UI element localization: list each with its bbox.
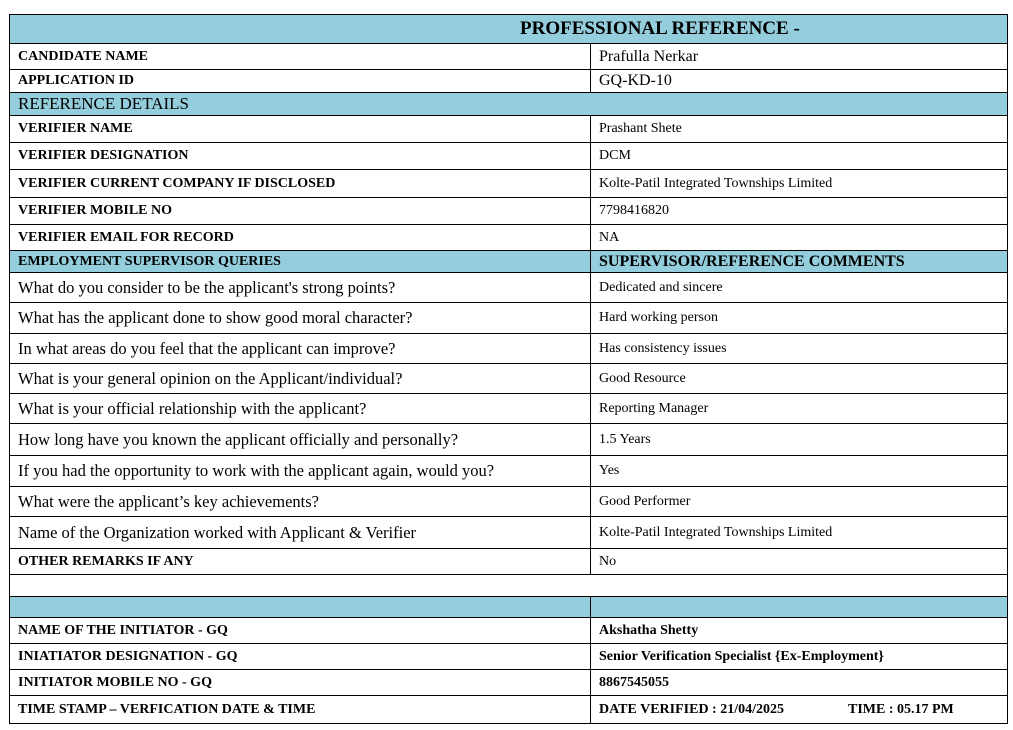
empty-cell	[10, 575, 1008, 597]
initiator-header-left	[10, 597, 591, 618]
query-answer: Reporting Manager	[591, 394, 1008, 424]
verifier-row	[10, 116, 1008, 143]
query-question: What do you consider to be the applicant's strong points?	[10, 273, 591, 303]
candidate-label: CANDIDATE NAME	[10, 44, 591, 70]
reference-section-row	[10, 93, 1008, 116]
page-title: PROFESSIONAL REFERENCE -	[10, 15, 1008, 44]
verifier-value: NA	[591, 225, 1008, 251]
timestamp-row	[10, 696, 1008, 724]
query-answer: Dedicated and sincere	[591, 273, 1008, 303]
verifier-value: 7798416820	[591, 198, 1008, 225]
empty-row	[10, 575, 1008, 597]
remarks-row	[10, 549, 1008, 575]
query-row	[10, 334, 1008, 364]
candidate-value: Prafulla Nerkar	[591, 44, 1008, 70]
title-row	[10, 15, 1008, 44]
candidate-row	[10, 44, 1008, 70]
query-question: In what areas do you feel that the applicant can improve?	[10, 334, 591, 364]
verifier-label: VERIFIER NAME	[10, 116, 591, 143]
query-question: If you had the opportunity to work with the applicant again, would you?	[10, 456, 591, 487]
verifier-label: VERIFIER DESIGNATION	[10, 143, 591, 170]
query-answer: 1.5 Years	[591, 424, 1008, 456]
query-question: What has the applicant done to show good moral character?	[10, 303, 591, 334]
verification-date: DATE VERIFIED : 21/04/2025	[599, 701, 785, 717]
verification-time: TIME : 05.17 PM	[848, 701, 954, 717]
query-row	[10, 273, 1008, 303]
query-answer: Good Performer	[591, 487, 1008, 517]
verifier-row	[10, 170, 1008, 198]
query-question: What is your official relationship with the applicant?	[10, 394, 591, 424]
initiator-row	[10, 644, 1008, 670]
queries-header-right: SUPERVISOR/REFERENCE COMMENTS	[591, 251, 1008, 273]
verifier-row	[10, 143, 1008, 170]
verifier-value: DCM	[591, 143, 1008, 170]
remarks-label: OTHER REMARKS IF ANY	[10, 549, 591, 575]
initiator-row	[10, 670, 1008, 696]
verifier-row	[10, 225, 1008, 251]
query-row	[10, 456, 1008, 487]
query-answer: Yes	[591, 456, 1008, 487]
query-answer: Kolte-Patil Integrated Townships Limited	[591, 517, 1008, 549]
application-label: APPLICATION ID	[10, 70, 591, 93]
verifier-row	[10, 198, 1008, 225]
query-row	[10, 394, 1008, 424]
query-row	[10, 303, 1008, 334]
query-row	[10, 487, 1008, 517]
queries-header-left: EMPLOYMENT SUPERVISOR QUERIES	[10, 251, 591, 273]
initiator-label: NAME OF THE INITIATOR - GQ	[10, 618, 591, 644]
verifier-value: Kolte-Patil Integrated Townships Limited	[591, 170, 1008, 198]
initiator-value: Senior Verification Specialist {Ex-Employment}	[591, 644, 1008, 670]
application-value: GQ-KD-10	[591, 70, 1008, 93]
initiator-value: Akshatha Shetty	[591, 618, 1008, 644]
initiator-row	[10, 618, 1008, 644]
query-question: What is your general opinion on the Applicant/individual?	[10, 364, 591, 394]
professional-reference-table	[9, 14, 1008, 724]
query-answer: Has consistency issues	[591, 334, 1008, 364]
remarks-value: No	[591, 549, 1008, 575]
initiator-label: INIATIATOR DESIGNATION - GQ	[10, 644, 591, 670]
verifier-label: VERIFIER MOBILE NO	[10, 198, 591, 225]
timestamp-value	[591, 696, 1008, 724]
timestamp-label: TIME STAMP – VERFICATION DATE & TIME	[10, 696, 591, 724]
initiator-value: 8867545055	[591, 670, 1008, 696]
query-row	[10, 424, 1008, 456]
verifier-value: Prashant Shete	[591, 116, 1008, 143]
query-question: How long have you known the applicant officially and personally?	[10, 424, 591, 456]
query-question: What were the applicant’s key achievements?	[10, 487, 591, 517]
query-answer: Hard working person	[591, 303, 1008, 334]
initiator-header-right	[591, 597, 1008, 618]
query-answer: Good Resource	[591, 364, 1008, 394]
query-question: Name of the Organization worked with Applicant & Verifier	[10, 517, 591, 549]
initiator-header-row	[10, 597, 1008, 618]
initiator-label: INITIATOR MOBILE NO - GQ	[10, 670, 591, 696]
reference-section-header: REFERENCE DETAILS	[10, 93, 1008, 116]
application-row	[10, 70, 1008, 93]
verifier-label: VERIFIER EMAIL FOR RECORD	[10, 225, 591, 251]
query-row	[10, 364, 1008, 394]
queries-header-row	[10, 251, 1008, 273]
query-row	[10, 517, 1008, 549]
verifier-label: VERIFIER CURRENT COMPANY IF DISCLOSED	[10, 170, 591, 198]
